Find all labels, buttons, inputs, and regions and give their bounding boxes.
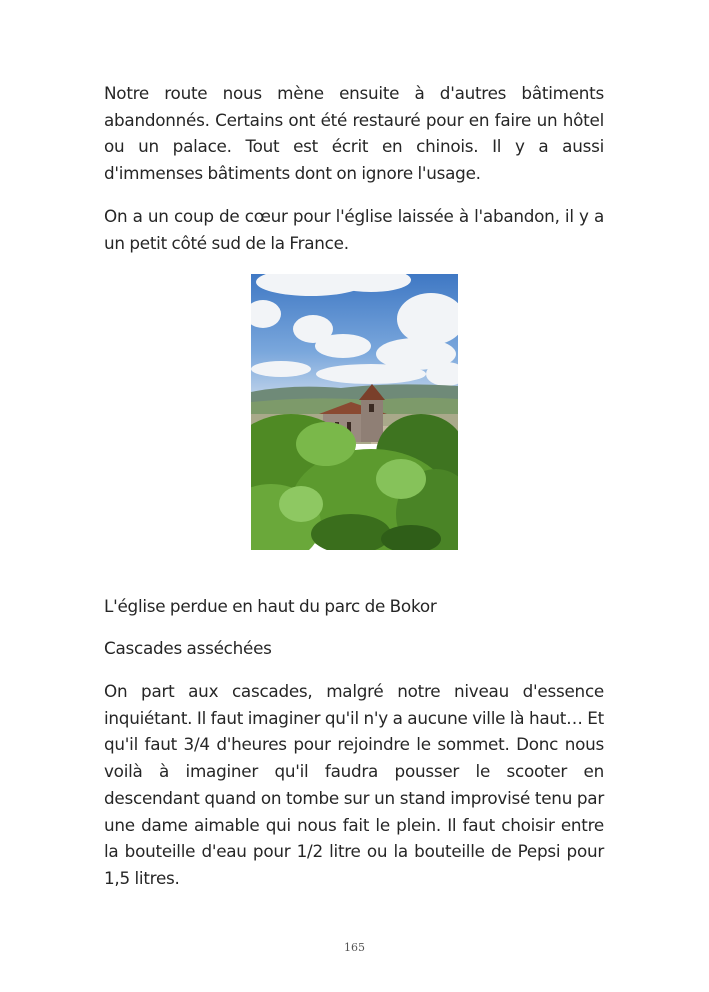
photo-caption: L'église perdue en haut du parc de Bokor [104, 596, 437, 616]
paragraph-abandoned-buildings: Notre route nous mène ensuite à d'autres bâtiments abandonnés. Certains ont été restauré pour en faire un hôtel ou un palace. Tout est écrit en chinois. Il y a aussi d'immenses bâtiments dont on ignore l'usage. [104, 83, 604, 184]
page-number: 165 [344, 941, 365, 954]
paragraph-waterfalls: On part aux cascades, malgré notre niveau d'essence inquiétant. Il faut imaginer qu'il n'y a aucune ville là haut… Et qu'il faut 3/4 d'heures pour rejoindre le sommet. Donc nous voilà à imaginer qu'il faudra pousser le scooter en descendant quand on tombe sur un stand improvisé tenu par une dame aimable qui nous fait le plein. Il faut choisir entre la bouteille d'eau pour 1/2 litre ou la bouteille de Pepsi pour 1,5 litres. [104, 681, 604, 888]
section-heading: Cascades asséchées [104, 638, 272, 658]
paragraph-church: On a un coup de cœur pour l'église laissée à l'abandon, il y a un petit côté sud de la France. [104, 206, 604, 253]
church-photo [251, 274, 458, 550]
